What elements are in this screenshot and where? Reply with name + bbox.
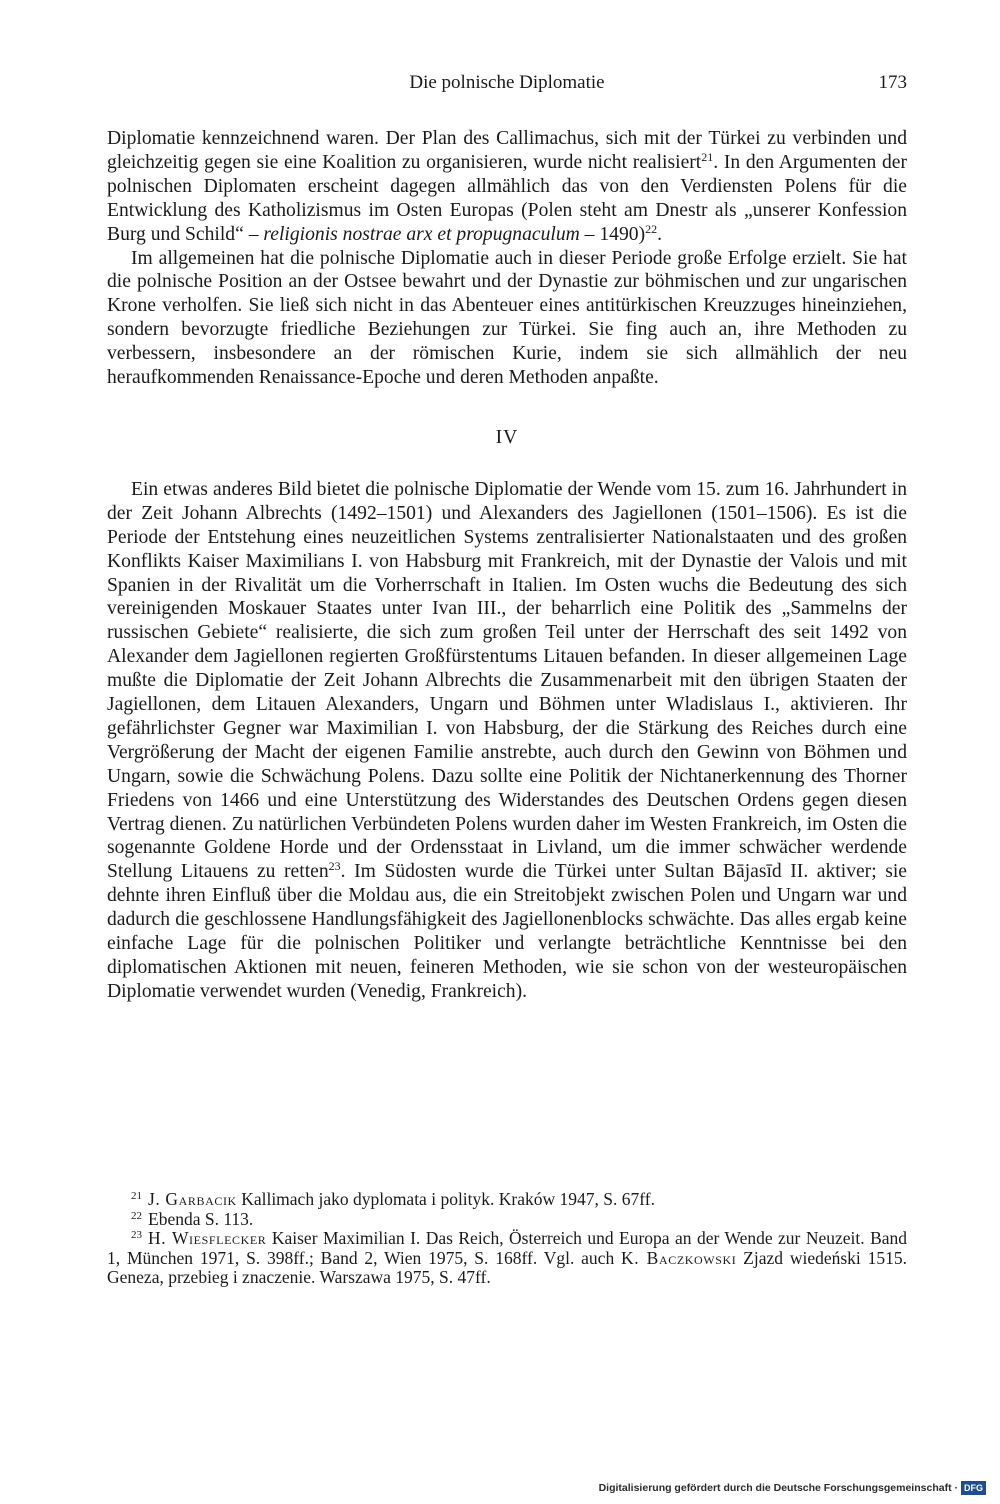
footnote-author-2: K. Baczkowski [621,1247,737,1268]
footnote-number: 21 [131,1190,142,1202]
footnote-text: Kallimach jako dyplomata i polityk. Kraków 1947, S. 67ff. [236,1189,655,1209]
footnote-author: H. Wiesflecker [148,1228,267,1249]
page-number: 173 [878,72,907,93]
footnote-text: Ebenda S. 113. [148,1208,254,1229]
footnote-number: 22 [131,1209,142,1222]
footnote-ref-23: 23 [328,859,341,874]
paragraph-3-text-a: Ein etwas anderes Bild bietet die polnische Diplomatie der Wende vom 15. zum 16. Jahrhundert in der Zeit Johann Albrechts (1492–1501) und Alexanders des Jagiellonen (1501–1506). Es ist die Periode der Entstehung eines neuzeitlichen Systems zentralisierter Nationalstaaten und des großen Konflikts Kaiser Maximilians I. von Habsburg mit Frankreich, mit der Dynastie der Valois und mit Spanien in der Rivalität um die Vorherrschaft in Italien. Im Osten wuchs die Bedeutung des sich vereinigenden Moskauer Staates unter Ivan III., der beharrlich eine Politik des „Sammelns der russischen Gebiete“ realisierte, die sich zum großen Teil unter der Herrschaft des seit 1492 von Alexander dem Jagiellonen regierten Großfürstentums Litauen befanden. In dieser allgemeinen Lage mußte die Diplomatie der Zeit Johann Albrechts die Zusammenarbeit mit den übrigen Staaten der Jagiellonen, dem Litauen Alexanders, Ungarn und Böhmen unter Wladislaus I., aktivieren. Ihr gefährlichster Gegner war Maximilian I. von Habsburg, der die Stärkung des Reiches durch eine Vergrößerung der Macht der eigenen Familie anstrebte, auch durch den Gewinn von Böhmen und Ungarn, sowie die Schwächung Polens. Dazu sollte eine Politik der Nichtanerkennung des Thorner Friedens von 1466 und eine Unterstützung des Widerstandes des Deutschen Ordens gegen diesen Vertrag dienen. Zu natürlichen Verbündeten Polens wurden daher im Westen Frankreich, im Osten die sogenannte Goldene Horde und der Ordensstaat in Livland, um die immer schwächer werdende Stellung Litauens zu retten [107,478,907,883]
paragraph-1-text-a: Diplomatie kennzeichnend waren. Der Plan des Callimachus, sich mit der Türkei zu verbinden und gleichzeitig gegen sie eine Koalition zu organisieren, wurde nicht realisiert [107,128,907,173]
paragraph-1-text-c: – 1490) [579,223,646,245]
footnote-21 [107,1190,907,1210]
paragraph-3-text-b: . Im Südosten wurde die Türkei unter Sultan Bājasīd II. aktiver; sie dehnte ihren Einfluß über die Moldau aus, die ein Streitobjekt zwischen Polen und Ungarn war und dadurch die geschlossene Handlungsfähigkeit des Jagiellonenblocks schwächte. Das alles ergab keine einfache Lage für die polnischen Politiker und verlangte beträchtliche Kenntnisse bei den diplomatischen Aktionen mit neuen, feineren Methoden, wie sie schon von der westeuropäischen Diplomatie verwendet wurden (Venedig, Frankreich). [107,861,908,1002]
footnotes [107,1190,907,1288]
paragraph-3 [107,478,907,1004]
funding-note-text: Digitalisierung gefördert durch die Deutsche Forschungsgemeinschaft [598,1482,952,1494]
running-head [107,72,907,98]
paragraph-1-text-b: . In den Argumenten der polnischen Diplomaten erscheint dagegen allmählich das von den Verdiensten Polens für die Entwicklung des Katholizismus im Osten Europas (Polen steht am Dnestr als „unserer Konfession Burg und Schild“ – [107,151,907,245]
footnote-22 [107,1210,907,1230]
paragraph-2: Im allgemeinen hat die polnische Diplomatie auch in dieser Periode große Erfolge erzielt. Sie hat die polnische Position an der Ostsee bewahrt und der Dynastie zur böhmischen und zur ungarischen Krone verholfen. Sie ließ sich nicht in das Abenteuer eines antitürkischen Kreuzzuges hineinziehen, sondern bevorzugte friedliche Beziehungen zur Türkei. Sie fing auch an, ihre Methoden zu verbessern, insbesondere an der römischen Kurie, indem sie sich allmählich der neu heraufkommenden Renaissance-Epoche und deren Methoden anpaßte. [107,247,907,389]
footnote-number: 23 [131,1229,142,1242]
footnote-author: J. Garbacik [148,1189,237,1209]
paragraph-1-text-d: . [657,223,662,245]
paragraph-1 [107,127,907,247]
section-heading: IV [495,426,519,448]
footnote-text-2: Zjazd wiedeński 1515. Geneza, przebieg i znaczenie. Warszawa 1975, S. 47ff. [107,1247,907,1288]
funding-note: Digitalisierung gefördert durch die Deutsche Forschungsgemeinschaft · DFG [599,1480,986,1496]
body-text [107,127,907,1004]
dfg-logo-icon: DFG [961,1481,986,1495]
running-title: Die polnische Diplomatie [409,72,605,93]
footnote-ref-21: 21 [701,149,714,164]
latin-quote: religionis nostrae arx et propugnaculum [263,223,580,245]
footnote-ref-22: 22 [645,221,658,236]
footnote-23 [107,1229,907,1288]
footnote-text: Kaiser Maximilian I. Das Reich, Österreich und Europa an der Wende zur Neuzeit. Band 1, München 1971, S. 398ff.; Band 2, Wien 1975, S. 168ff. Vgl. auch [107,1228,908,1268]
